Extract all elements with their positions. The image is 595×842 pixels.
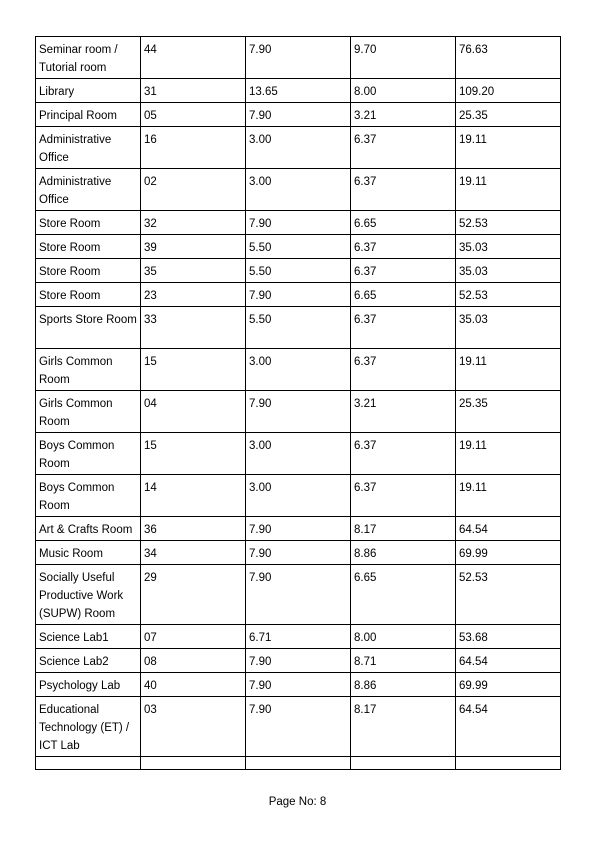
- table-row: [36, 127, 561, 169]
- room-number-cell: 15: [141, 433, 246, 475]
- length-cell: 7.90: [246, 541, 351, 565]
- room-number-cell: 39: [141, 235, 246, 259]
- width-cell: 6.65: [351, 565, 456, 625]
- table-row: [36, 697, 561, 757]
- room-name-cell: Psychology Lab: [36, 673, 141, 697]
- room-number-cell: 08: [141, 649, 246, 673]
- width-cell: 8.86: [351, 541, 456, 565]
- room-number-cell: 34: [141, 541, 246, 565]
- length-cell: 7.90: [246, 649, 351, 673]
- table-row: [36, 259, 561, 283]
- table-row: [36, 625, 561, 649]
- length-cell: 3.00: [246, 169, 351, 211]
- table-row: [36, 79, 561, 103]
- length-cell: 7.90: [246, 391, 351, 433]
- area-cell: 25.35: [456, 391, 561, 433]
- empty-cell: [36, 757, 141, 770]
- area-cell: 35.03: [456, 259, 561, 283]
- room-number-cell: 44: [141, 37, 246, 79]
- room-name-cell: Administrative Office: [36, 127, 141, 169]
- empty-cell: [141, 757, 246, 770]
- room-number-cell: 29: [141, 565, 246, 625]
- width-cell: 3.21: [351, 391, 456, 433]
- length-cell: 7.90: [246, 697, 351, 757]
- room-number-cell: 14: [141, 475, 246, 517]
- area-cell: 53.68: [456, 625, 561, 649]
- area-cell: 19.11: [456, 169, 561, 211]
- length-cell: 7.90: [246, 37, 351, 79]
- room-name-cell: Science Lab2: [36, 649, 141, 673]
- area-cell: 69.99: [456, 673, 561, 697]
- room-name-cell: Educational Technology (ET) / ICT Lab: [36, 697, 141, 757]
- room-name-cell: Art & Crafts Room: [36, 517, 141, 541]
- width-cell: 6.37: [351, 259, 456, 283]
- width-cell: 6.37: [351, 349, 456, 391]
- table-row: [36, 673, 561, 697]
- room-number-cell: 05: [141, 103, 246, 127]
- empty-cell: [351, 757, 456, 770]
- empty-cell: [246, 757, 351, 770]
- room-name-cell: Administrative Office: [36, 169, 141, 211]
- length-cell: 3.00: [246, 433, 351, 475]
- width-cell: 8.17: [351, 697, 456, 757]
- table-row: [36, 103, 561, 127]
- room-number-cell: 02: [141, 169, 246, 211]
- width-cell: 3.21: [351, 103, 456, 127]
- table-row: [36, 37, 561, 79]
- room-name-cell: Girls Common Room: [36, 349, 141, 391]
- area-cell: 64.54: [456, 649, 561, 673]
- table-row: [36, 283, 561, 307]
- room-name-cell: Boys Common Room: [36, 433, 141, 475]
- width-cell: 6.37: [351, 169, 456, 211]
- room-name-cell: Store Room: [36, 211, 141, 235]
- width-cell: 8.86: [351, 673, 456, 697]
- table-row: [36, 235, 561, 259]
- room-number-cell: 23: [141, 283, 246, 307]
- table-row: [36, 565, 561, 625]
- width-cell: 6.37: [351, 127, 456, 169]
- area-cell: 76.63: [456, 37, 561, 79]
- area-cell: 19.11: [456, 475, 561, 517]
- room-table: [35, 36, 561, 770]
- room-name-cell: Store Room: [36, 259, 141, 283]
- area-cell: 35.03: [456, 307, 561, 349]
- length-cell: 7.90: [246, 517, 351, 541]
- room-name-cell: Socially Useful Productive Work (SUPW) Room: [36, 565, 141, 625]
- width-cell: 6.37: [351, 433, 456, 475]
- page-number-footer: Page No: 8: [268, 796, 327, 808]
- room-name-cell: Store Room: [36, 235, 141, 259]
- area-cell: 35.03: [456, 235, 561, 259]
- empty-cell: [456, 757, 561, 770]
- area-cell: 109.20: [456, 79, 561, 103]
- table-row: [36, 649, 561, 673]
- room-name-cell: Seminar room / Tutorial room: [36, 37, 141, 79]
- area-cell: 52.53: [456, 283, 561, 307]
- room-number-cell: 07: [141, 625, 246, 649]
- room-name-cell: Girls Common Room: [36, 391, 141, 433]
- room-table-body: [36, 37, 561, 770]
- table-row-empty: [36, 757, 561, 770]
- room-name-cell: Boys Common Room: [36, 475, 141, 517]
- table-row: [36, 211, 561, 235]
- area-cell: 19.11: [456, 127, 561, 169]
- room-number-cell: 36: [141, 517, 246, 541]
- room-name-cell: Library: [36, 79, 141, 103]
- area-cell: 25.35: [456, 103, 561, 127]
- room-name-cell: Music Room: [36, 541, 141, 565]
- width-cell: 6.65: [351, 211, 456, 235]
- width-cell: 6.65: [351, 283, 456, 307]
- area-cell: 52.53: [456, 565, 561, 625]
- width-cell: 8.00: [351, 79, 456, 103]
- table-row: [36, 307, 561, 349]
- room-number-cell: 40: [141, 673, 246, 697]
- table-row: [36, 541, 561, 565]
- length-cell: 7.90: [246, 103, 351, 127]
- width-cell: 8.71: [351, 649, 456, 673]
- room-number-cell: 04: [141, 391, 246, 433]
- room-name-cell: Sports Store Room: [36, 307, 141, 349]
- length-cell: 7.90: [246, 565, 351, 625]
- area-cell: 69.99: [456, 541, 561, 565]
- length-cell: 7.90: [246, 673, 351, 697]
- area-cell: 52.53: [456, 211, 561, 235]
- room-number-cell: 03: [141, 697, 246, 757]
- width-cell: 6.37: [351, 307, 456, 349]
- area-cell: 19.11: [456, 349, 561, 391]
- room-number-cell: 31: [141, 79, 246, 103]
- width-cell: 6.37: [351, 235, 456, 259]
- room-number-cell: 15: [141, 349, 246, 391]
- room-number-cell: 16: [141, 127, 246, 169]
- table-row: [36, 169, 561, 211]
- length-cell: 7.90: [246, 211, 351, 235]
- table-row: [36, 517, 561, 541]
- room-number-cell: 32: [141, 211, 246, 235]
- width-cell: 8.00: [351, 625, 456, 649]
- width-cell: 9.70: [351, 37, 456, 79]
- length-cell: 3.00: [246, 475, 351, 517]
- room-name-cell: Science Lab1: [36, 625, 141, 649]
- table-row: [36, 475, 561, 517]
- area-cell: 19.11: [456, 433, 561, 475]
- area-cell: 64.54: [456, 697, 561, 757]
- length-cell: 6.71: [246, 625, 351, 649]
- length-cell: 3.00: [246, 349, 351, 391]
- table-row: [36, 391, 561, 433]
- width-cell: 6.37: [351, 475, 456, 517]
- length-cell: 7.90: [246, 283, 351, 307]
- table-row: [36, 433, 561, 475]
- length-cell: 3.00: [246, 127, 351, 169]
- length-cell: 5.50: [246, 307, 351, 349]
- length-cell: 13.65: [246, 79, 351, 103]
- room-name-cell: Principal Room: [36, 103, 141, 127]
- length-cell: 5.50: [246, 259, 351, 283]
- width-cell: 8.17: [351, 517, 456, 541]
- table-row: [36, 349, 561, 391]
- room-name-cell: Store Room: [36, 283, 141, 307]
- room-number-cell: 33: [141, 307, 246, 349]
- room-number-cell: 35: [141, 259, 246, 283]
- length-cell: 5.50: [246, 235, 351, 259]
- area-cell: 64.54: [456, 517, 561, 541]
